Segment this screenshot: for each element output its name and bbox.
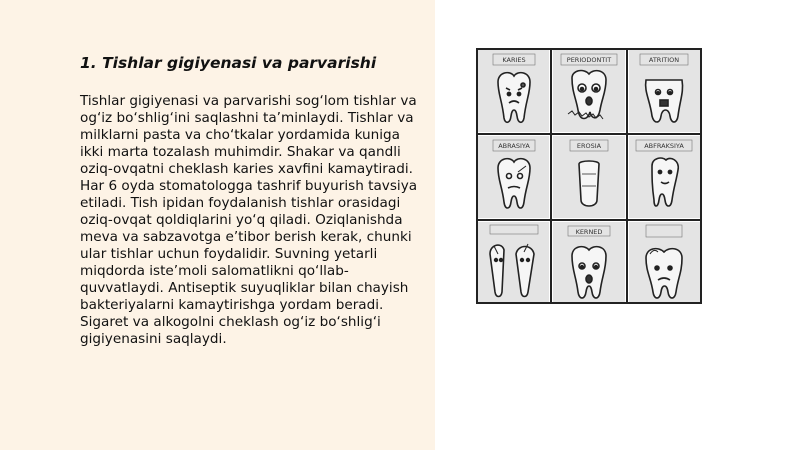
cell-label-8: KERNED [575,228,603,236]
tooth-erosion-icon [579,161,599,206]
slide-body-text: Tishlar gigiyenasi va parvarishi sog‘lom tishlar va og‘iz bo‘shlig‘ini saqlashni ta’minlaydi. Tishlar va milklarni pasta va cho‘tkalar yordamida kuniga ikki marta tozalash muhimdir. Shakar va qandli oziq-ovqatni cheklash karies xavfini kamaytiradi. Har 6 oyda stomatologga tashrif buyurish tavsiya etiladi. Tish ipidan foydalanish tishlar orasidagi oziq-ovqat qoldiqlarini yo‘q qiladi. Oziqlanishda meva va sabzavotga e’tibor berish kerak, chunki ular tishlar uchun foydalidir. Suvning yetarli miqdorda iste’moli salomatlikni qo‘llab-quvvatlaydi. Antiseptik suyuqliklar bilan chayish bakteriyalarni kamaytirishga yordam beradi. Sigaret va alkogolni cheklash og‘iz bo‘shlig‘i gigiyenasini saqlaydi. [80,93,418,347]
cell-label-2: PERIODONTIT [566,56,612,64]
cell-label-6: ABFRAKSIYA [644,142,684,150]
teeth-conditions-illustration [476,48,702,304]
cell-label-1: KARIES [502,56,526,64]
slide-title: 1. Tishlar gigiyenasi va parvarishi [80,54,377,72]
cell-label-5: EROSIA [576,142,602,150]
cell-label-4: ABRASIYA [498,142,530,150]
cell-label-3: ATRITION [648,56,680,64]
